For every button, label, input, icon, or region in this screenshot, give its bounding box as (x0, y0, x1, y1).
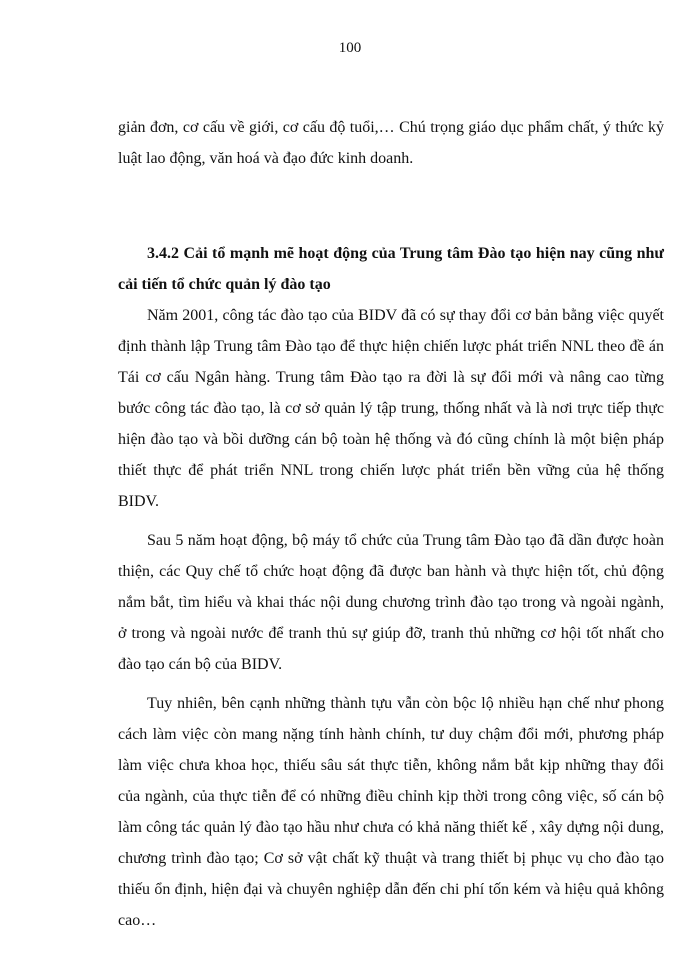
document-body (118, 112, 664, 936)
paragraph-1: Năm 2001, công tác đào tạo của BIDV đã có sự thay đổi cơ bản bằng việc quyết định thành lập Trung tâm Đào tạo để thực hiện chiến lược phát triển NNL theo đề án Tái cơ cấu Ngân hàng. Trung tâm Đào tạo ra đời là sự đổi mới và nâng cao từng bước công tác đào tạo, là cơ sở quản lý tập trung, thống nhất và là nơi trực tiếp thực hiện đào tạo và bồi dưỡng cán bộ toàn hệ thống và đó cũng chính là một biện pháp thiết thực để phát triển NNL trong chiến lược phát triển bền vững của hệ thống BIDV. (118, 307, 664, 510)
section-heading: 3.4.2 Cải tổ mạnh mẽ hoạt động của Trung tâm Đào tạo hiện nay cũng như cải tiến tổ chức quản lý đào tạo (118, 245, 664, 293)
page-number: 100 (338, 40, 362, 56)
paragraph-2: Sau 5 năm hoạt động, bộ máy tổ chức của Trung tâm Đào tạo đã dần được hoàn thiện, các Quy chế tổ chức hoạt động đã được ban hành và thực hiện tốt, chủ động nắm bắt, tìm hiểu và khai thác nội dung chương trình đào tạo trong và ngoài ngành, ở trong và ngoài nước để tranh thủ sự giúp đỡ, tranh thủ những cơ hội tốt nhất cho đào tạo cán bộ của BIDV. (118, 532, 664, 673)
paragraph-3: Tuy nhiên, bên cạnh những thành tựu vẫn còn bộc lộ nhiều hạn chế như phong cách làm việc còn mang nặng tính hành chính, tư duy chậm đổi mới, phương pháp làm việc chưa khoa học, thiếu sâu sát thực tiễn, không nắm bắt kịp những thay đổi của ngành, của thực tiễn để có những điều chỉnh kịp thời trong công việc, số cán bộ làm công tác quản lý đào tạo hầu như chưa có khả năng thiết kế , xây dựng nội dung, chương trình đào tạo; Cơ sở vật chất kỹ thuật và trang thiết bị phục vụ cho đào tạo thiếu ổn định, hiện đại và chuyên nghiệp dẫn đến chi phí tốn kém và hiệu quả không cao… (118, 695, 664, 929)
intro-paragraph: giản đơn, cơ cấu về giới, cơ cấu độ tuổi,… Chú trọng giáo dục phẩm chất, ý thức kỷ luật lao động, văn hoá và đạo đức kinh doanh. (118, 119, 664, 167)
